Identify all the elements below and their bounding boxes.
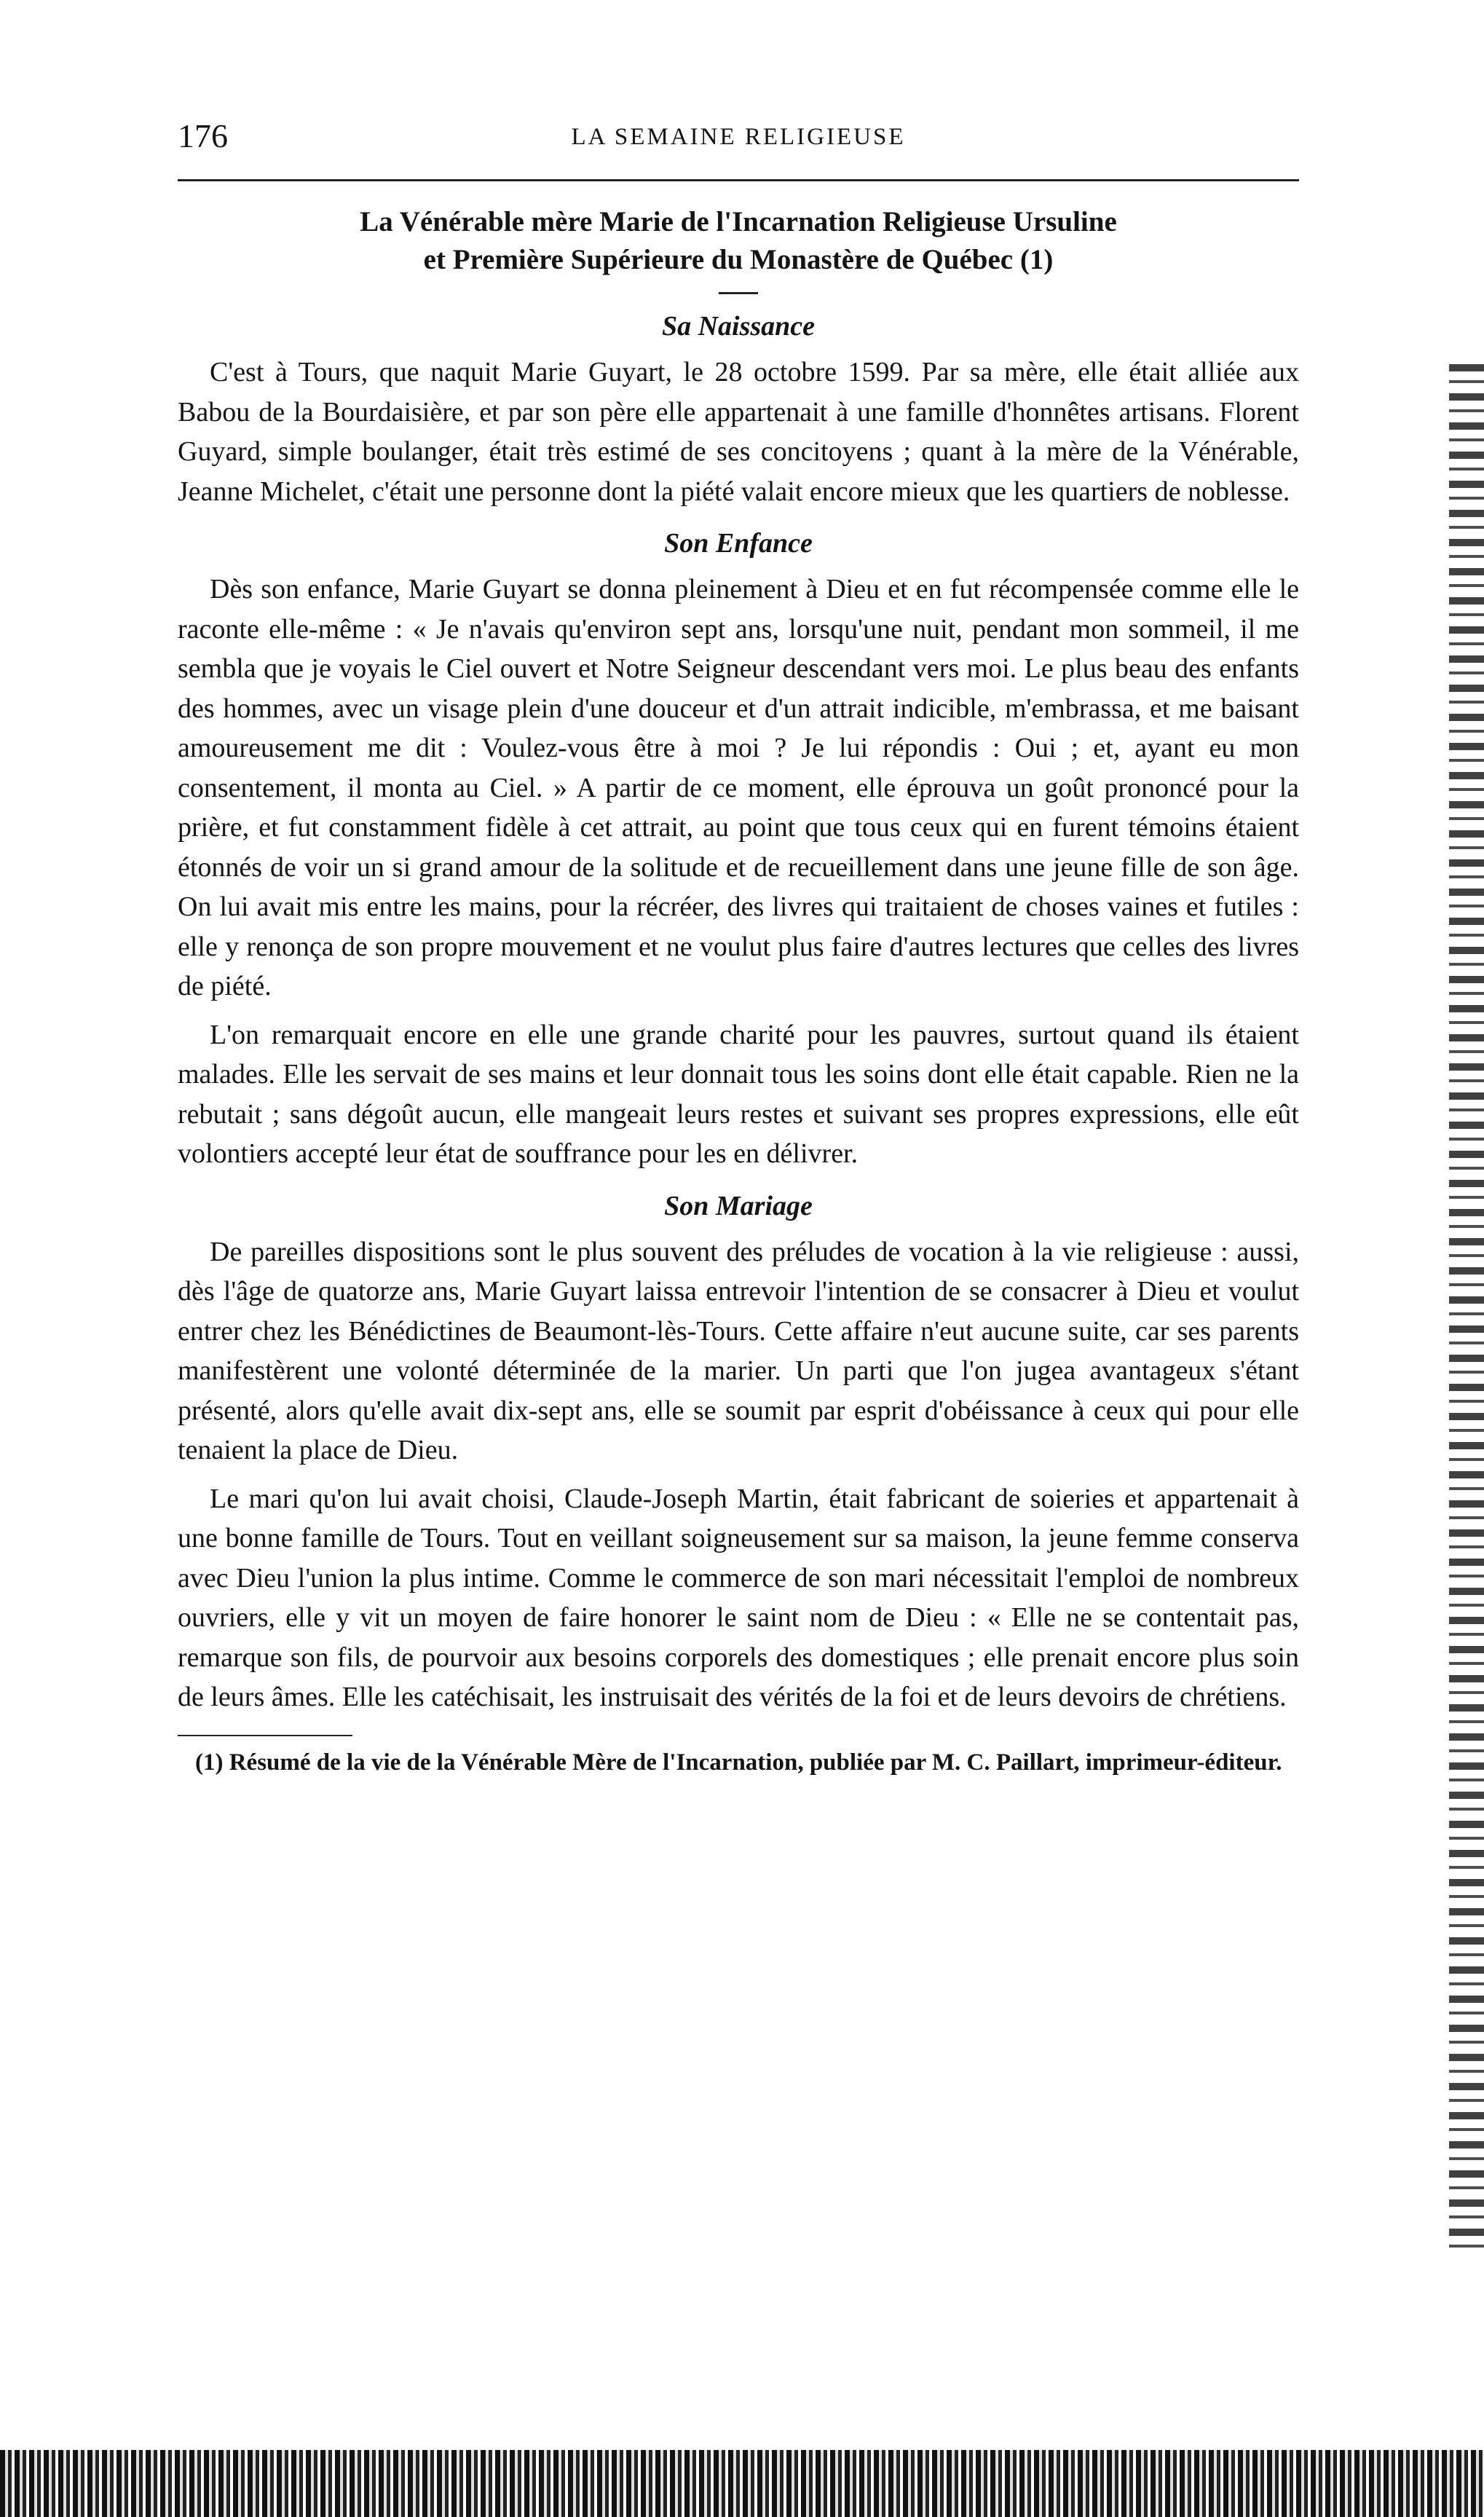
page-number: 176 xyxy=(178,117,228,154)
paragraph-enfance-2: L'on remarquait encore en elle une grande charité pour les pauvres, surtout quand ils étaient malades. Elle les servait de ses mains et leur donnait tous les soins dont elle était capable. Rien ne la rebutait ; sans dégoût aucun, elle mangeait leurs restes et suivant ses propres expressions, elle eût volontiers accepté leur état de souffrance pour les en délivrer. xyxy=(178,1019,1299,1169)
section-heading-naissance: Sa Naissance xyxy=(661,311,816,342)
title-divider xyxy=(719,292,758,294)
paragraph-naissance: C'est à Tours, que naquit Marie Guyart, le 28 octobre 1599. Par sa mère, elle était alliée aux Babou de la Bourdaisière, et par son père elle appartenait à une famille d'honnêtes artisans. Florent Guyard, simple boulanger, était très estimé de ses concitoyens ; quant à la mère de la Vénérable, Jeanne Michelet, c'était une personne dont la piété valait encore mieux que les quartiers de noblesse. xyxy=(178,357,1299,507)
article-title-line-1: La Vénérable mère Marie de l'Incarnation Religieuse Ursuline xyxy=(360,206,1117,237)
footnote-rule xyxy=(178,1735,352,1736)
paragraph-enfance-1: Dès son enfance, Marie Guyart se donna pleinement à Dieu et en fut récompensée comme elle le raconte elle-même : « Je n'avais qu'environ sept ans, lorsqu'une nuit, pendant mon sommeil, il me sembla que je voyais le Ciel ouvert et Notre Seigneur descendant vers moi. Le plus beau des enfants des hommes, avec un visage plein d'une douceur et d'un attrait indicible, m'embrassa, et me baisant amoureusement me dit : Voulez-vous être à moi ? Je lui répondis : Oui ; et, ayant eu mon consentement, il monta au Ciel. » A partir de ce moment, elle éprouva un goût prononcé pour la prière, et fut constamment fidèle à cet attrait, au point que tous ceux qui en furent témoins étaient étonnés de voir un si grand amour de la solitude et de recueillement dans une jeune fille de son âge. On lui avait mis entre les mains, pour la récréer, des livres qui traitaient de choses vaines et futiles : elle y renonça de son propre mouvement et ne voulut plus faire d'autres lectures que celles des livres de piété. xyxy=(178,574,1299,1001)
journal-title: LA SEMAINE RELIGIEUSE xyxy=(571,124,906,150)
scan-bottom-artifact xyxy=(0,2450,1484,2517)
header-rule xyxy=(178,179,1299,181)
section-heading-enfance: Son Enfance xyxy=(664,528,813,559)
scan-edge-artifact xyxy=(1449,364,1484,2258)
paragraph-mariage-1: De pareilles dispositions sont le plus souvent des préludes de vocation à la vie religieuse : aussi, dès l'âge de quatorze ans, Marie Guyart laissa entrevoir l'intention de se consacrer à Dieu et voulut entrer chez les Bénédictines de Beaumont-lès-Tours. Cette affaire n'eut aucune suite, car ses parents manifestèrent une volonté déterminée de la marier. Un parti que l'on jugea avantageux s'étant présenté, alors qu'elle avait dix-sept ans, elle se soumit par esprit d'obéissance à ceux qui pour elle tenaient la place de Dieu. xyxy=(178,1236,1299,1465)
article-title-line-2: et Première Supérieure du Monastère de Québec (1) xyxy=(423,244,1054,275)
page-content xyxy=(178,117,1299,1780)
running-head xyxy=(178,117,1299,168)
article-title xyxy=(178,203,1299,279)
section-heading-mariage: Son Mariage xyxy=(664,1190,813,1221)
paragraph-mariage-2: Le mari qu'on lui avait choisi, Claude-Joseph Martin, était fabricant de soieries et appartenait à une bonne famille de Tours. Tout en veillant soigneusement sur sa maison, la jeune femme conserva avec Dieu l'union la plus intime. Comme le commerce de son mari nécessitait l'emploi de nombreux ouvriers, elle y vit un moyen de faire honorer le saint nom de Dieu : « Elle ne se contentait pas, remarque son fils, de pourvoir aux besoins corporels des domestiques ; elle prenait encore plus soin de leurs âmes. Elle les catéchisait, les instruisait des vérités de la foi et de leurs devoirs de chrétiens. xyxy=(178,1483,1299,1712)
footnote: (1) Résumé de la vie de la Vénérable Mère de l'Incarnation, publiée par M. C. Paillart, imprimeur-éditeur. xyxy=(195,1749,1282,1776)
